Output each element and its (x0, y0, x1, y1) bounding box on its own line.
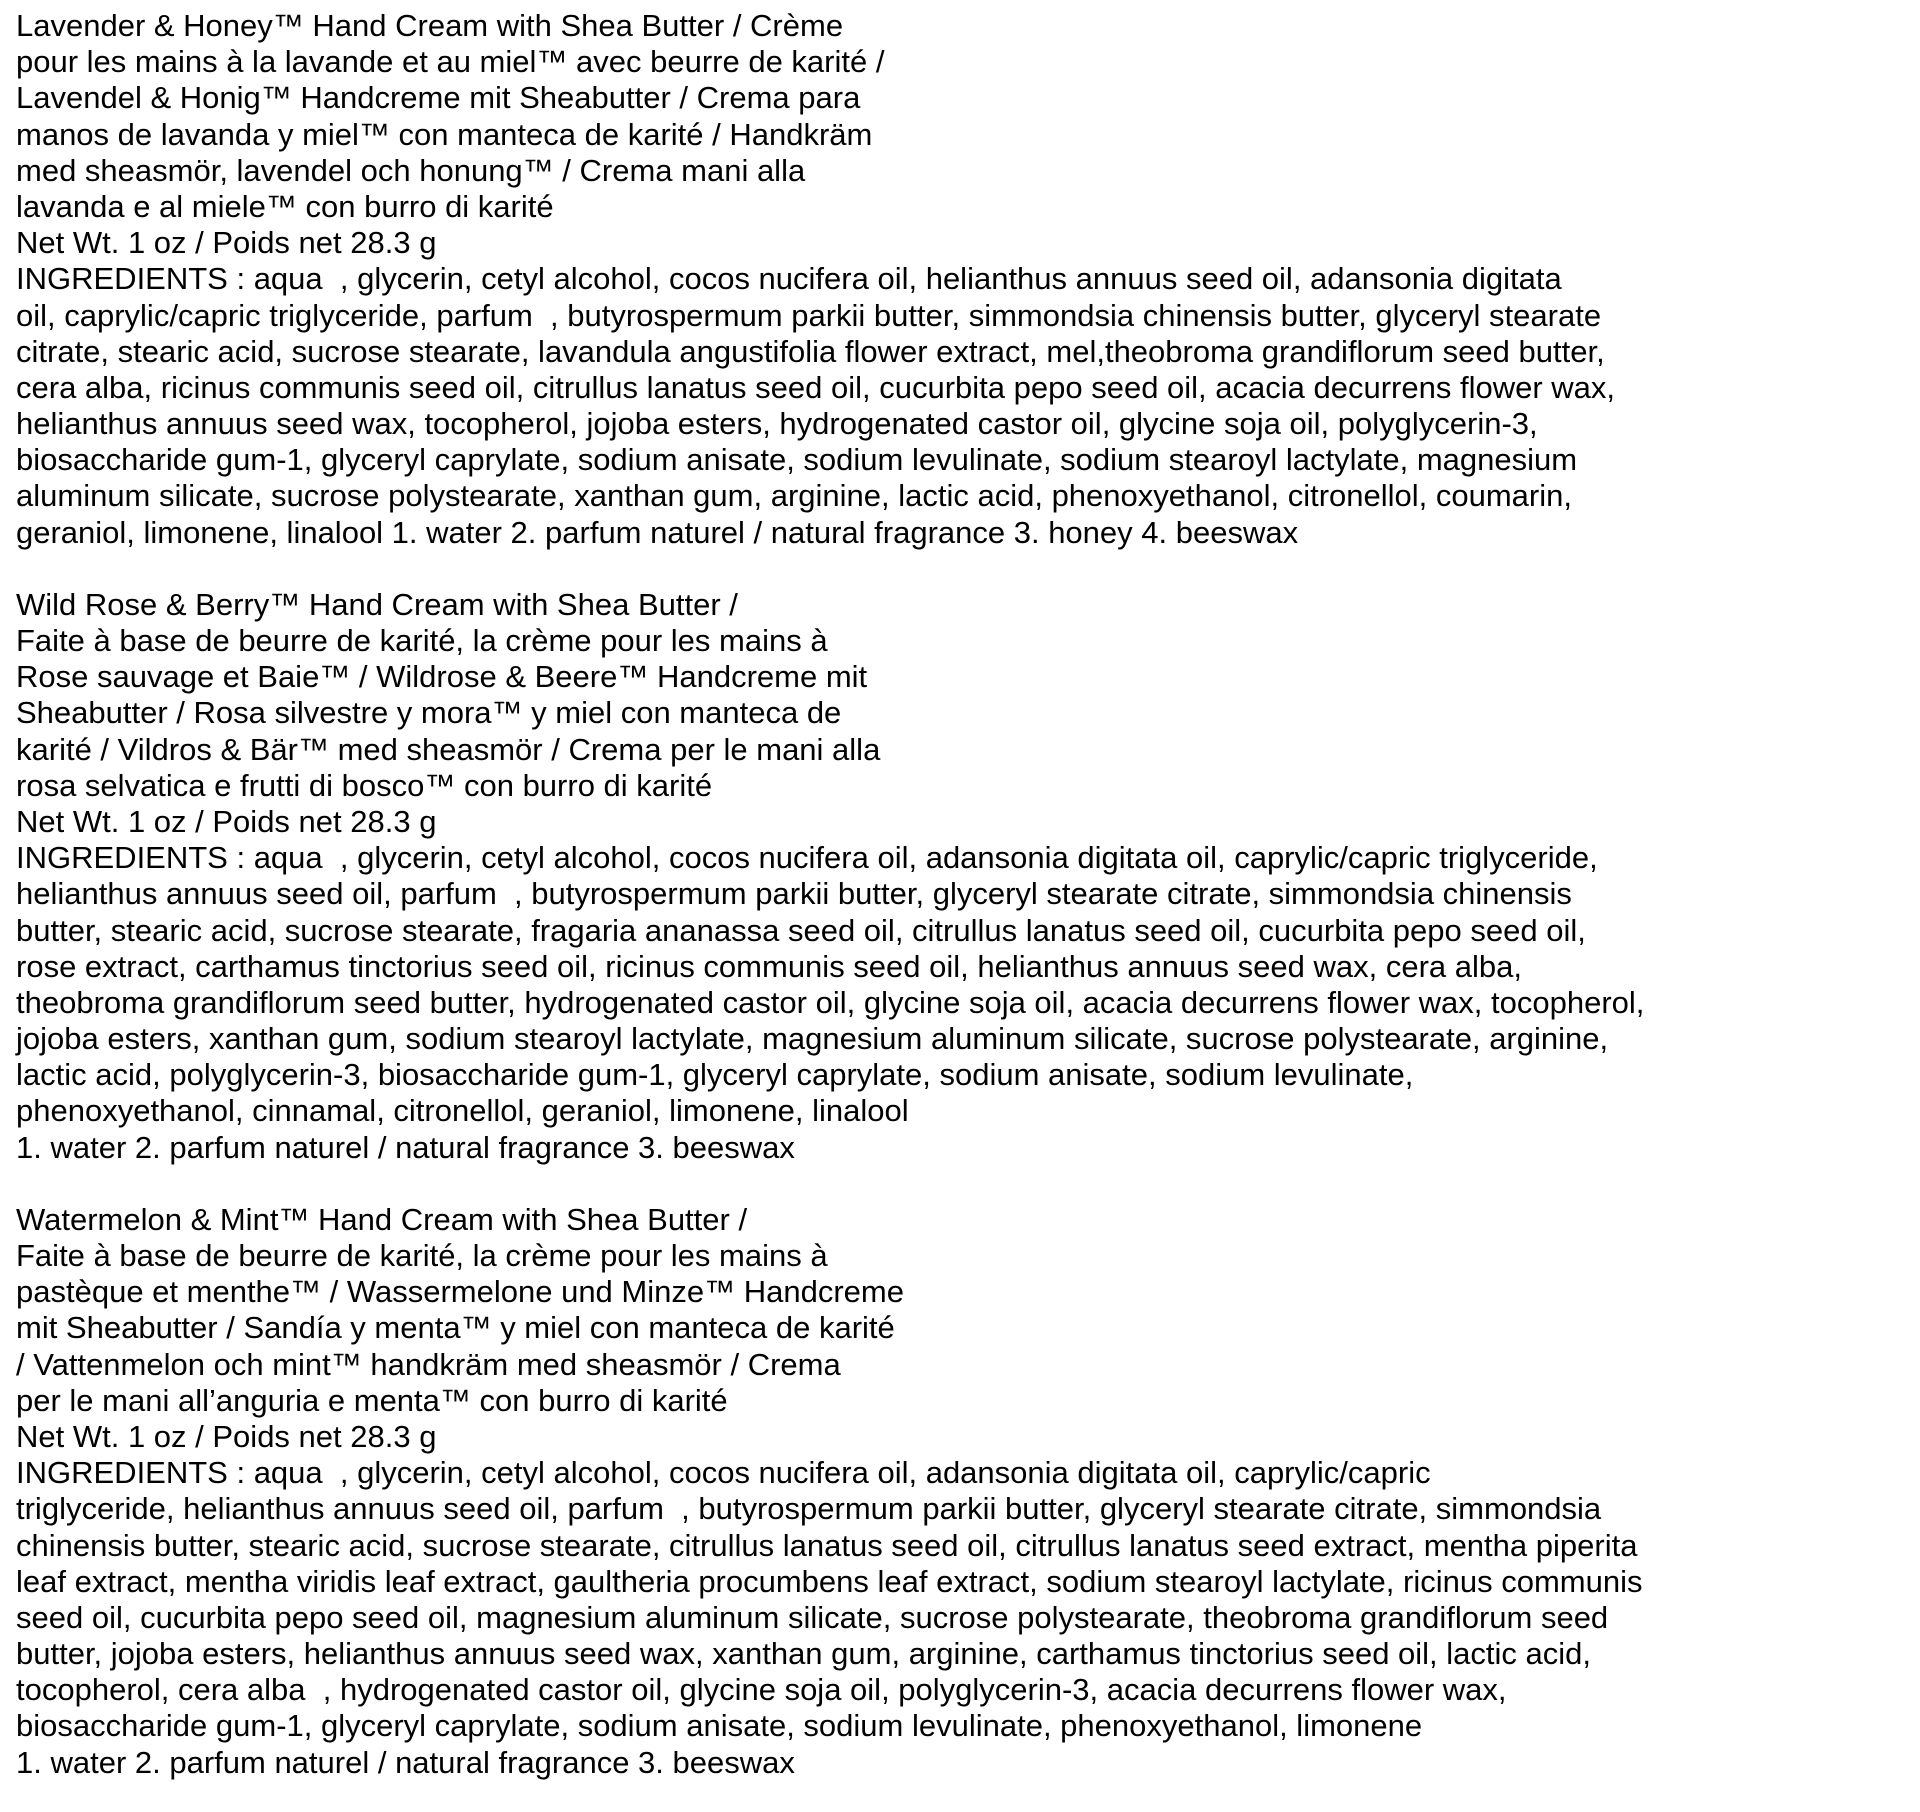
ingredients-line: oil, caprylic/capric triglyceride, parfum , butyrospermum parkii butter, simmondsia chinensis butter, glyceryl stearate (16, 297, 1602, 333)
ingredients-line: 1. water 2. parfum naturel / natural fragrance 3. beeswax (16, 1129, 795, 1165)
ingredients-line: helianthus annuus seed oil, parfum , butyrospermum parkii butter, glyceryl stearate citrate, simmondsia chinensis (16, 876, 1572, 912)
product-title-line: manos de lavanda y miel™ con manteca de karité / Handkräm (16, 116, 873, 152)
ingredients-line: seed oil, cucurbita pepo seed oil, magnesium aluminum silicate, sucrose polystearate, theobroma grandiflorum seed (16, 1599, 1609, 1635)
product-title-line: / Vattenmelon och mint™ handkräm med sheasmör / Crema (16, 1346, 841, 1382)
lavender-honey-section (16, 8, 1916, 551)
ingredients-line: citrate, stearic acid, sucrose stearate, lavandula angustifolia flower extract, mel,theobroma grandiflorum seed butter, (16, 333, 1605, 369)
product-title-line: Watermelon & Mint™ Hand Cream with Shea Butter / (16, 1201, 748, 1237)
product-title-line: rosa selvatica e frutti di bosco™ con burro di karité (16, 767, 713, 803)
ingredients-line: biosaccharide gum-1, glyceryl caprylate, sodium anisate, sodium levulinate, phenoxyethanol, limonene (16, 1708, 1423, 1744)
product-title-line: med sheasmör, lavendel och honung™ / Crema mani alla (16, 152, 806, 188)
product-title-line: Lavender & Honey™ Hand Cream with Shea Butter / Crème (16, 8, 844, 43)
net-weight-line: Net Wt. 1 oz / Poids net 28.3 g (16, 1418, 437, 1454)
ingredients-line: chinensis butter, stearic acid, sucrose stearate, citrullus lanatus seed oil, citrullus lanatus seed extract, mentha piperita (16, 1527, 1638, 1563)
ingredients-line: biosaccharide gum-1, glyceryl caprylate, sodium anisate, sodium levulinate, sodium stearoyl lactylate, magnesium (16, 442, 1578, 478)
product-title-line: per le mani all’anguria e menta™ con burro di karité (16, 1382, 728, 1418)
ingredients-line: INGREDIENTS : aqua , glycerin, cetyl alcohol, cocos nucifera oil, adansonia digitata oil, caprylic/capric triglyceride, (16, 840, 1598, 876)
ingredients-line: phenoxyethanol, cinnamal, citronellol, geraniol, limonene, linalool (16, 1093, 909, 1129)
ingredients-line: aluminum silicate, sucrose polystearate, xanthan gum, arginine, lactic acid, phenoxyethanol, citronellol, coumarin, (16, 478, 1572, 514)
ingredients-line: butter, stearic acid, sucrose stearate, fragaria ananassa seed oil, citrullus lanatus seed oil, cucurbita pepo seed oil, (16, 912, 1586, 948)
net-weight-line: Net Wt. 1 oz / Poids net 28.3 g (16, 803, 437, 839)
ingredients-line: cera alba, ricinus communis seed oil, citrullus lanatus seed oil, cucurbita pepo seed oil, acacia decurrens flower wax, (16, 369, 1616, 405)
ingredients-line: lactic acid, polyglycerin-3, biosaccharide gum-1, glyceryl caprylate, sodium anisate, sodium levulinate, (16, 1057, 1414, 1093)
ingredients-line: helianthus annuus seed wax, tocopherol, jojoba esters, hydrogenated castor oil, glycine soja oil, polyglycerin-3, (16, 406, 1538, 442)
ingredients-line: INGREDIENTS : aqua , glycerin, cetyl alcohol, cocos nucifera oil, adansonia digitata oil, caprylic/capric (16, 1455, 1431, 1491)
ingredients-line: tocopherol, cera alba , hydrogenated castor oil, glycine soja oil, polyglycerin-3, acacia decurrens flower wax, (16, 1672, 1507, 1708)
ingredients-line: butter, jojoba esters, helianthus annuus seed wax, xanthan gum, arginine, carthamus tinctorius seed oil, lactic acid, (16, 1636, 1592, 1672)
product-title-line: Lavendel & Honig™ Handcreme mit Sheabutter / Crema para (16, 80, 861, 116)
product-title-line: Sheabutter / Rosa silvestre y mora™ y miel con manteca de (16, 695, 842, 731)
wild-rose-berry-section (16, 587, 1916, 1166)
ingredients-line: jojoba esters, xanthan gum, sodium stearoyl lactylate, magnesium aluminum silicate, sucrose polystearate, arginine, (16, 1021, 1609, 1057)
net-weight-line: Net Wt. 1 oz / Poids net 28.3 g (16, 225, 437, 261)
product-title-line: mit Sheabutter / Sandía y menta™ y miel con manteca de karité (16, 1310, 895, 1346)
product-title-line: Faite à base de beurre de karité, la crème pour les mains à (16, 623, 828, 658)
product-title-line: karité / Vildros & Bär™ med sheasmör / Crema per le mani alla (16, 731, 881, 767)
product-title-line: pour les mains à la lavande et au miel™ avec beurre de karité / (16, 44, 885, 80)
product-label-document (16, 8, 1916, 1781)
product-title-line: lavanda e al miele™ con burro di karité (16, 188, 554, 224)
ingredients-line: geraniol, limonene, linalool 1. water 2. parfum naturel / natural fragrance 3. honey 4. beeswax (16, 514, 1299, 550)
watermelon-mint-section (16, 1202, 1916, 1781)
ingredients-line: INGREDIENTS : aqua , glycerin, cetyl alcohol, cocos nucifera oil, helianthus annuus seed oil, adansonia digitata (16, 261, 1562, 297)
ingredients-line: theobroma grandiflorum seed butter, hydrogenated castor oil, glycine soja oil, acacia decurrens flower wax, tocopherol, (16, 984, 1645, 1020)
ingredients-line: triglyceride, helianthus annuus seed oil, parfum , butyrospermum parkii butter, glyceryl stearate citrate, simmondsia (16, 1491, 1602, 1527)
product-title-line: Faite à base de beurre de karité, la crème pour les mains à (16, 1238, 828, 1273)
product-title-line: Rose sauvage et Baie™ / Wildrose & Beere™ Handcreme mit (16, 659, 868, 695)
ingredients-line: leaf extract, mentha viridis leaf extract, gaultheria procumbens leaf extract, sodium stearoyl lactylate, ricinus communis (16, 1563, 1643, 1599)
product-title-line: Wild Rose & Berry™ Hand Cream with Shea Butter / (16, 586, 738, 622)
ingredients-line: 1. water 2. parfum naturel / natural fragrance 3. beeswax (16, 1744, 795, 1780)
product-title-line: pastèque et menthe™ / Wassermelone und Minze™ Handcreme (16, 1274, 904, 1310)
ingredients-line: rose extract, carthamus tinctorius seed oil, ricinus communis seed oil, helianthus annuus seed wax, cera alba, (16, 948, 1522, 984)
